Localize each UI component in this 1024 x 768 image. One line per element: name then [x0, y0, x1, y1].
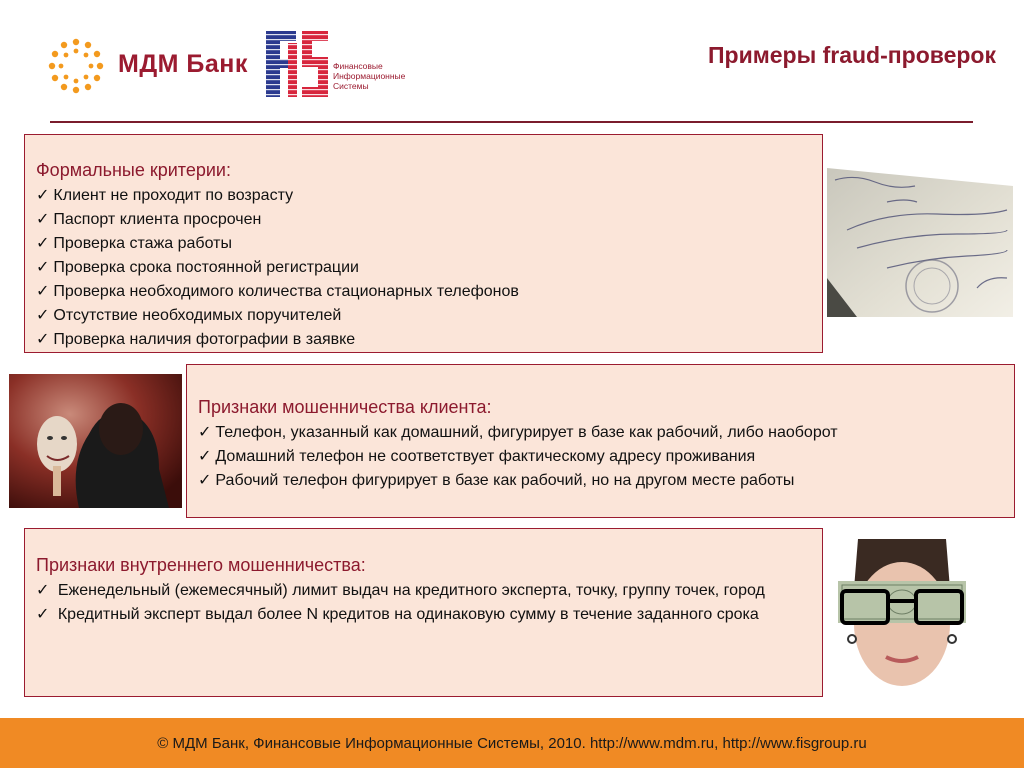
list-item-text: Рабочий телефон фигурирует в базе как рабочий, но на другом месте работы — [215, 472, 795, 489]
formal-criteria-title: Формальные критерии: — [36, 160, 231, 180]
list-item-text: Телефон, указанный как домашний, фигурирует в базе как рабочий, либо наоборот — [215, 424, 838, 441]
list-item-text: Проверка необходимого количества стационарных телефонов — [53, 283, 519, 300]
formal-criteria-list — [36, 184, 822, 352]
check-icon: ✓ — [36, 283, 50, 300]
mdm-sun-logo-icon — [46, 36, 106, 96]
list-item — [36, 184, 822, 208]
list-item — [198, 469, 1014, 493]
check-icon: ✓ — [36, 259, 50, 276]
internal-fraud-panel — [24, 528, 823, 697]
list-item-text: Паспорт клиента просрочен — [53, 211, 262, 228]
list-item — [36, 280, 822, 304]
list-item — [36, 328, 822, 352]
passport-image — [827, 168, 1013, 317]
fis-logo-line: Информационные — [333, 71, 406, 81]
list-item — [36, 603, 808, 627]
page-title: Примеры fraud-проверок — [708, 42, 996, 68]
check-icon: ✓ — [198, 424, 212, 441]
header-divider — [50, 121, 973, 123]
fis-logo-text — [333, 61, 405, 91]
check-icon: ✓ — [36, 187, 50, 204]
client-fraud-list — [198, 421, 1014, 493]
internal-fraud-title: Признаки внутреннего мошенничества: — [36, 555, 366, 575]
formal-criteria-panel — [24, 134, 823, 353]
list-item-text: Проверка стажа работы — [53, 235, 232, 252]
check-icon: ✓ — [36, 235, 50, 252]
dollar-glasses-icon — [828, 539, 976, 686]
check-icon: ✓ — [36, 606, 50, 623]
passport-stamp-icon — [827, 168, 1013, 317]
list-item — [36, 208, 822, 232]
list-item-text: Домашний телефон не соответствует фактическому адресу проживания — [215, 448, 756, 465]
check-icon: ✓ — [36, 211, 50, 228]
masked-man-image — [9, 374, 182, 508]
list-item-text: Еженедельный (ежемесячный) лимит выдач на кредитного эксперта, точку, группу точек, город — [57, 582, 765, 599]
list-item-text: Кредитный эксперт выдал более N кредитов на одинаковую сумму в течение заданного срока — [57, 606, 759, 623]
check-icon: ✓ — [198, 448, 212, 465]
check-icon: ✓ — [36, 307, 50, 324]
mask-icon — [9, 374, 182, 508]
mdm-bank-logo-text: МДМ Банк — [118, 50, 248, 78]
money-blindfold-image — [828, 539, 976, 686]
check-icon: ✓ — [36, 331, 50, 348]
list-item — [36, 304, 822, 328]
list-item-text: Проверка наличия фотографии в заявке — [53, 331, 356, 348]
list-item — [198, 421, 1014, 445]
footer-copyright: © МДМ Банк, Финансовые Информационные Системы, 2010. http://www.mdm.ru, http://www.fisgroup.ru — [157, 735, 867, 752]
client-fraud-title: Признаки мошенничества клиента: — [198, 397, 492, 417]
list-item — [36, 232, 822, 256]
fis-logo-line: Системы — [333, 81, 369, 91]
check-icon: ✓ — [36, 582, 50, 599]
list-item-text: Отсутствие необходимых поручителей — [53, 307, 342, 324]
footer-bar — [0, 718, 1024, 768]
list-item — [198, 445, 1014, 469]
check-icon: ✓ — [198, 472, 212, 489]
fis-logo-icon — [264, 29, 330, 98]
list-item — [36, 256, 822, 280]
client-fraud-panel — [186, 364, 1015, 518]
list-item-text: Клиент не проходит по возрасту — [53, 187, 294, 204]
list-item-text: Проверка срока постоянной регистрации — [53, 259, 359, 276]
internal-fraud-list — [36, 579, 808, 627]
fis-logo-line: Финансовые — [333, 61, 383, 71]
list-item — [36, 579, 808, 603]
